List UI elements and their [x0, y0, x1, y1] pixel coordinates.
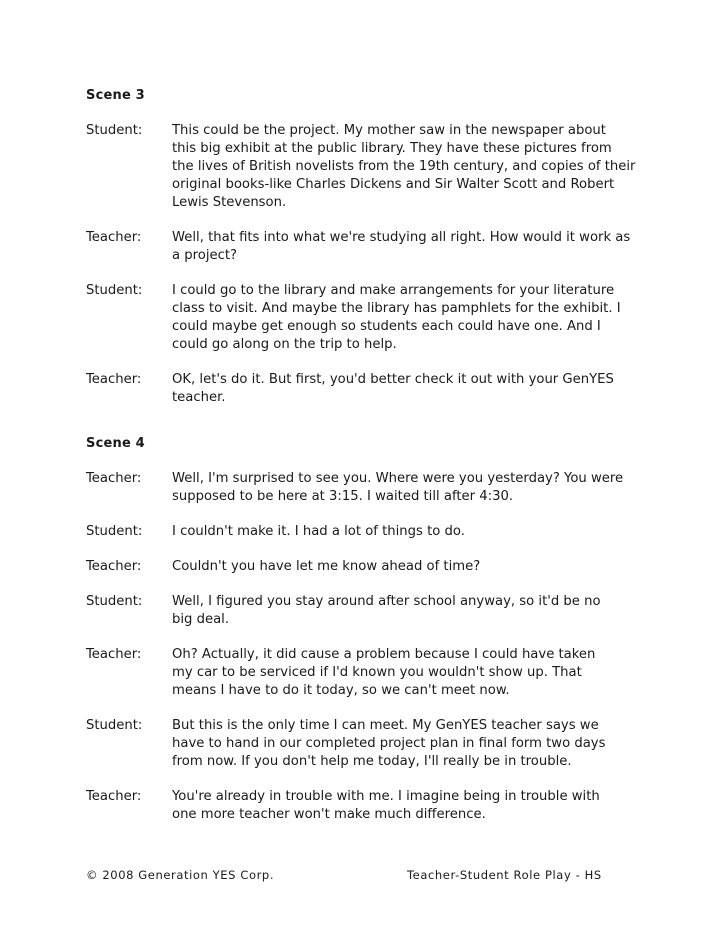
dialogue-line: Well, that fits into what we're studying all right. How would it work as [172, 230, 631, 245]
scene-3-heading: Scene 3 [86, 88, 145, 103]
dialogue-entry [86, 558, 646, 576]
dialogue-line: Oh? Actually, it did cause a problem because I could have taken [172, 647, 596, 662]
dialogue-entry [86, 122, 646, 212]
dialogue-line: teacher. [172, 390, 226, 405]
dialogue-line: could maybe get enough so students each could have one. And I [172, 319, 601, 334]
document-title: Teacher-Student Role Play - HS [407, 868, 602, 882]
dialogue-line: my car to be serviced if I'd known you wouldn't show up. That [172, 665, 582, 680]
dialogue-entry [86, 470, 646, 506]
dialogue-line: class to visit. And maybe the library has pamphlets for the exhibit. I [172, 301, 621, 316]
speaker-label: Student: [86, 524, 143, 539]
speaker-label: Teacher: [86, 559, 142, 574]
dialogue-entry [86, 282, 646, 354]
dialogue-line: the lives of British novelists from the 19th century, and copies of their [172, 159, 636, 174]
speaker-label: Teacher: [86, 230, 142, 245]
dialogue-line: Well, I'm surprised to see you. Where were you yesterday? You were [172, 471, 624, 486]
dialogue-line: Couldn't you have let me know ahead of time? [172, 559, 481, 574]
dialogue-line: this big exhibit at the public library. They have these pictures from [172, 141, 612, 156]
speaker-label: Teacher: [86, 471, 142, 486]
dialogue-line: OK, let's do it. But first, you'd better check it out with your GenYES [172, 372, 614, 387]
dialogue-line: from now. If you don't help me today, I'll really be in trouble. [172, 754, 572, 769]
dialogue-line: This could be the project. My mother saw in the newspaper about [172, 123, 606, 138]
speaker-label: Student: [86, 283, 143, 298]
dialogue-entry [86, 593, 646, 629]
dialogue-entry [86, 646, 646, 700]
dialogue-line: could go along on the trip to help. [172, 337, 397, 352]
speaker-label: Teacher: [86, 789, 142, 804]
dialogue-line: I couldn't make it. I had a lot of things to do. [172, 524, 465, 539]
dialogue-line: But this is the only time I can meet. My GenYES teacher says we [172, 718, 599, 733]
dialogue-entry [86, 788, 646, 824]
dialogue-line: supposed to be here at 3:15. I waited till after 4:30. [172, 489, 514, 504]
dialogue-line: Well, I figured you stay around after school anyway, so it'd be no [172, 594, 601, 609]
scene-4-heading: Scene 4 [86, 436, 145, 451]
dialogue-entry [86, 229, 646, 265]
dialogue-line: You're already in trouble with me. I imagine being in trouble with [172, 789, 600, 804]
dialogue-line: Lewis Stevenson. [172, 195, 287, 210]
dialogue-line: big deal. [172, 612, 230, 627]
dialogue-line: have to hand in our completed project plan in final form two days [172, 736, 606, 751]
speaker-label: Student: [86, 594, 143, 609]
speaker-label: Student: [86, 718, 143, 733]
copyright-notice: © 2008 Generation YES Corp. [86, 868, 275, 882]
page-footer [86, 868, 606, 882]
speaker-label: Teacher: [86, 647, 142, 662]
dialogue-line: one more teacher won't make much difference. [172, 807, 486, 822]
scene-3-dialogue [86, 122, 646, 407]
dialogue-line: means I have to do it today, so we can't meet now. [172, 683, 510, 698]
dialogue-entry [86, 371, 646, 407]
speaker-label: Teacher: [86, 372, 142, 387]
dialogue-entry [86, 523, 646, 541]
scene-4-dialogue [86, 470, 646, 824]
dialogue-line: original books-like Charles Dickens and Sir Walter Scott and Robert [172, 177, 615, 192]
dialogue-line: I could go to the library and make arrangements for your literature [172, 283, 615, 298]
speaker-label: Student: [86, 123, 143, 138]
dialogue-line: a project? [172, 248, 238, 263]
dialogue-entry [86, 717, 646, 771]
